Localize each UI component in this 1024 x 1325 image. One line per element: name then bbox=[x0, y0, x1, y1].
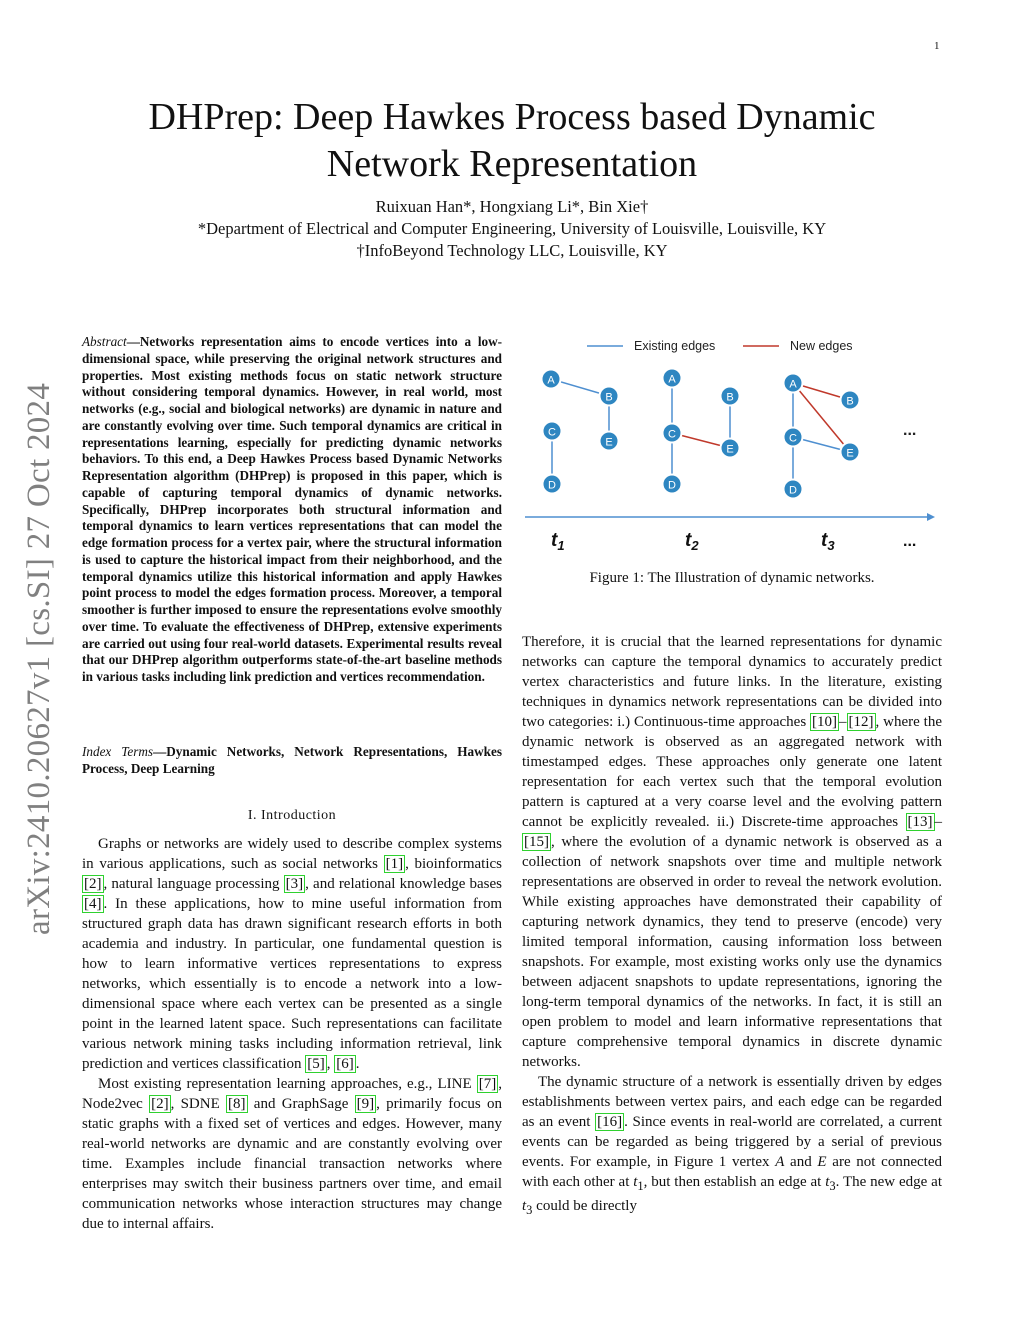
citation-link[interactable]: [13] bbox=[907, 814, 933, 830]
node bbox=[841, 391, 860, 410]
svg-text:C: C bbox=[668, 428, 676, 441]
index-terms-label: Index Terms bbox=[82, 744, 154, 759]
svg-text:B: B bbox=[846, 395, 854, 408]
citation-link[interactable]: [5] bbox=[307, 1056, 325, 1072]
citation-link[interactable]: [4] bbox=[84, 896, 102, 912]
citation-link[interactable]: [16] bbox=[597, 1114, 623, 1130]
abstract-label: Abstract bbox=[82, 334, 127, 349]
dynamic-network-diagram bbox=[525, 334, 940, 564]
node bbox=[784, 428, 803, 447]
node bbox=[543, 475, 562, 494]
time-label-t1: $t_1$ bbox=[551, 530, 565, 553]
node bbox=[600, 387, 619, 406]
time-label-t2: $t_2$ bbox=[685, 530, 699, 553]
svg-text:C: C bbox=[548, 426, 556, 439]
citation-link[interactable]: [8] bbox=[228, 1096, 246, 1112]
citation-link[interactable]: [1] bbox=[385, 856, 404, 872]
section-heading: I. Introduction bbox=[247, 808, 337, 823]
svg-text:A: A bbox=[668, 373, 676, 386]
citation-link[interactable]: [7] bbox=[478, 1076, 497, 1092]
arxiv-id: arXiv:2410.20627v1 [cs.SI] 27 Oct 2024 bbox=[21, 382, 57, 935]
citation-link[interactable]: [2] bbox=[84, 876, 102, 892]
author-names: Ruixuan Han*, Hongxiang Li*, Bin Xie† bbox=[375, 197, 649, 216]
node bbox=[542, 370, 561, 389]
intro-paragraph-2: Most existing representation learning approaches, e.g., LINE [7] , Node2vec [2] , SDNE [8] and GraphSage [9] , primarily focus on static graphs with a fixed set of vertices and edges. However, many real-world networks are dynamic and are constantly evolving over time. Examples include financial transaction networks where enterprises may switch their business partners over time, and email communication networks whose interaction structures may change due to internal affairs. bbox=[82, 1076, 502, 1232]
svg-text:E: E bbox=[846, 447, 854, 460]
page-number: 1 bbox=[934, 40, 940, 52]
svg-text:D: D bbox=[548, 479, 556, 492]
index-terms-text: —Dynamic Networks, Network Representations, Hawkes Process, Deep Learning bbox=[82, 744, 502, 776]
node bbox=[721, 439, 740, 458]
node bbox=[784, 374, 803, 393]
svg-text:E: E bbox=[726, 443, 734, 456]
right-paragraph-2: The dynamic structure of a network is essentially driven by edges establishments between vertex pairs, and each edge can be regarded as an event [16] . Since events in real-world are correlated, a current events can be regarded as being triggered by a serial of previous events. For example, in Figure 1 vertex A and E are not connected with each other at $t_1$, but then establish an edge at $t_3$. The new edge at $t_3$ could be directly bbox=[522, 1074, 942, 1217]
citation-link[interactable]: [10] bbox=[812, 714, 838, 730]
node bbox=[721, 387, 740, 406]
figure-ellipsis: ... bbox=[903, 422, 917, 439]
abstract-text: —Networks representation aims to encode vertices into a low-dimensional space, while preserving the original network structures and properties. Most existing methods focus on static network structure without considering temporal dynamics. However, in real world, most networks (e.g., social and biological networks) are dynamic in nature and are constantly evolving over time. Such temporal dynamics are critical in representations learning, especially for predicting dynamic networks behaviors. To this end, a Deep Hawkes Process based Dynamic Networks Representation algorithm (DHPrep) is proposed in this paper, which is capable of capturing temporal dynamics of dynamic networks. Specifically, DHPrep incorporates both structural information and temporal dynamics to learn vertices representations that can model the edge formation process for a vertex pair, where the structural information is used to capture the historical impact from their neighborhood, and the temporal dynamics utilize this historical information and apply Hawkes point process to model the edges formation process. Moreover, a temporal smoother is further imposed to ensure the representations evolve smoothly over time. To evaluate the effectiveness of DHPrep, extensive experiments are carried out using four real-world datasets. Experimental results reveal that our DHPrep algorithm outperforms state-of-the-art baseline methods in various tasks including link prediction and vertices recommendation. bbox=[82, 334, 502, 684]
citation-link[interactable]: [6] bbox=[336, 1056, 354, 1072]
citation-link[interactable]: [2] bbox=[151, 1096, 169, 1112]
node bbox=[600, 432, 619, 451]
node bbox=[841, 443, 860, 462]
node bbox=[663, 369, 682, 388]
svg-text:D: D bbox=[668, 479, 676, 492]
svg-text:C: C bbox=[789, 432, 797, 445]
intro-text bbox=[82, 834, 502, 1234]
svg-text:D: D bbox=[789, 484, 797, 497]
time-axis-arrow bbox=[927, 513, 935, 521]
citation-link[interactable]: [15] bbox=[524, 834, 549, 850]
affiliation-2: †InfoBeyond Technology LLC, Louisville, KY bbox=[356, 241, 668, 260]
svg-text:A: A bbox=[547, 374, 555, 387]
citation-link[interactable]: [12] bbox=[848, 714, 874, 730]
time-label-ellipsis: ... bbox=[903, 533, 917, 550]
intro-paragraph-1: Graphs or networks are widely used to describe complex systems in various applications, such as social networks [1] , bioinformatics [2] , natural language processing [3] , and relational knowledge bases [4] . In these applications, how to mine useful information from structured graph data has drawn significant research efforts in both academia and industry. In particular, one fundamental question is how to learn informative vertices representations to express networks, which essentially is to encode a network into a low-dimensional space where each vertex can be presented as a single point in the learned latent space. Such representations can facilitate various network mining tasks including information retrieval, link prediction and vertices classification [5] , [6] . bbox=[82, 836, 502, 1072]
affiliation-1: *Department of Electrical and Computer Engineering, University of Louisville, Louisville, KY bbox=[197, 219, 827, 238]
figure-1 bbox=[525, 334, 940, 564]
node bbox=[663, 475, 682, 494]
svg-text:A: A bbox=[789, 378, 797, 391]
citation-link[interactable]: [3] bbox=[285, 876, 304, 892]
node bbox=[543, 422, 562, 441]
figure-caption: Figure 1: The Illustration of dynamic networks. bbox=[589, 570, 875, 586]
author-block bbox=[80, 196, 944, 262]
legend-new-label: New edges bbox=[790, 339, 853, 353]
node bbox=[663, 424, 682, 443]
svg-text:E: E bbox=[605, 436, 613, 449]
index-terms bbox=[82, 744, 502, 778]
abstract bbox=[82, 334, 502, 686]
svg-text:B: B bbox=[605, 391, 613, 404]
legend-existing-label: Existing edges bbox=[634, 339, 716, 353]
right-column-text bbox=[522, 632, 942, 1220]
paper-title: DHPrep: Deep Hawkes Process based Dynamic Network Representation bbox=[148, 96, 876, 185]
citation-link[interactable]: [9] bbox=[356, 1096, 375, 1112]
right-paragraph-1: Therefore, it is crucial that the learned representations for dynamic networks can capture the temporal dynamics to accurately predict vertex characteristics and future links. In the literature, existing techniques in dynamics network representations can be divided into two categories: i.) Continuous-time approaches [10] – [12] , where the dynamic network is observed as an aggregated network with timestamped edges. These approaches only generate one latent representation for each vertex such that the temporal evolution pattern is captured at a very coarse level and the evolving pattern cannot be explicitly revealed. ii.) Discrete-time approaches [13] –[15] , where the evolution of a dynamic network is observed as a collection of network snapshots over time and multiple network representations are observed in order to reveal the network evolution. While existing approaches have demonstrated their capability of capturing network dynamics, they tend to preserve (encode) very limited temporal information, causing information loss between snapshots. For example, most existing works only use the dynamics between adjacent snapshots to update representations, ignoring the long-term temporal dynamics of the networks. In fact, it is still an open problem to model and learn informative representations that capture comprehensive temporal dynamics in discrete dynamic networks. bbox=[522, 634, 942, 1070]
svg-text:B: B bbox=[726, 391, 734, 404]
node bbox=[784, 480, 803, 499]
time-label-t3: $t_3$ bbox=[821, 530, 835, 553]
